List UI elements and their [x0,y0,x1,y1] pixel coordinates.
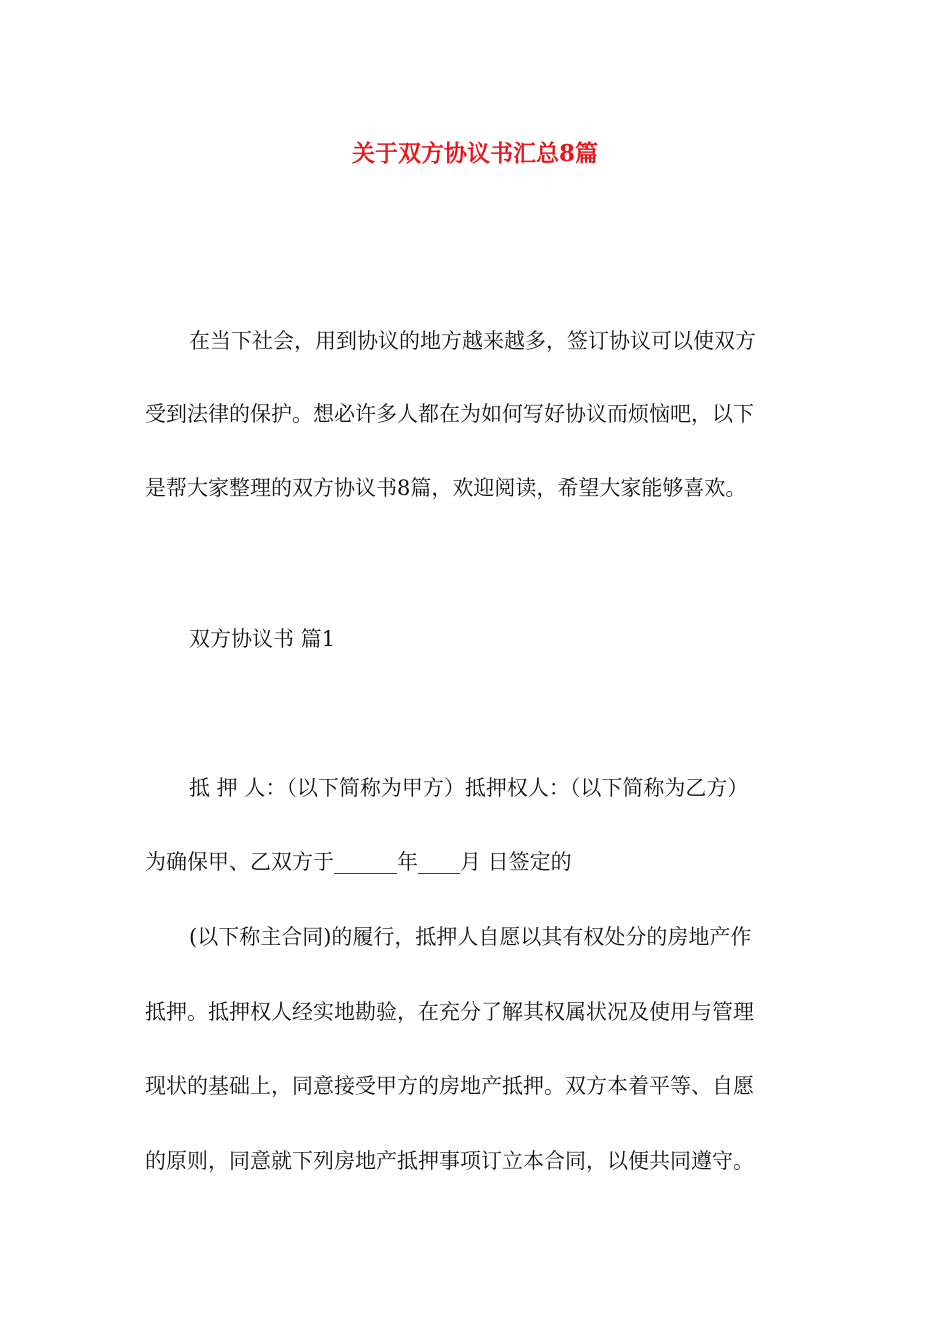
body-line-1: 抵 押 人：（以下简称为甲方）抵押权人：（以下简称为乙方） [189,776,749,800]
body-line-6: 的原则，同意就下列房地产抵押事项订立本合同，以便共同遵守。 [145,1149,754,1173]
document-title: 关于双方协议书汇总8篇 [351,140,598,167]
intro-line-1: 在当下社会，用到协议的地方越来越多，签订协议可以使双方 [189,329,756,353]
intro-line-3: 是帮大家整理的双方协议书8篇，欢迎阅读，希望大家能够喜欢。 [145,476,747,500]
section-heading: 双方协议书 篇1 [189,627,336,651]
body-line-3: (以下称主合同)的履行，抵押人自愿以其有权处分的房地产作 [189,925,752,949]
body-line-2: 为确保甲、乙双方于______年____月 日签定的 [145,850,572,874]
intro-line-2: 受到法律的保护。想必许多人都在为如何写好协议而烦恼吧，以下 [145,402,754,426]
body-line-5: 现状的基础上，同意接受甲方的房地产抵押。双方本着平等、自愿 [145,1074,754,1098]
body-line-4: 抵押。抵押权人经实地勘验，在充分了解其权属状况及使用与管理 [145,1000,754,1024]
